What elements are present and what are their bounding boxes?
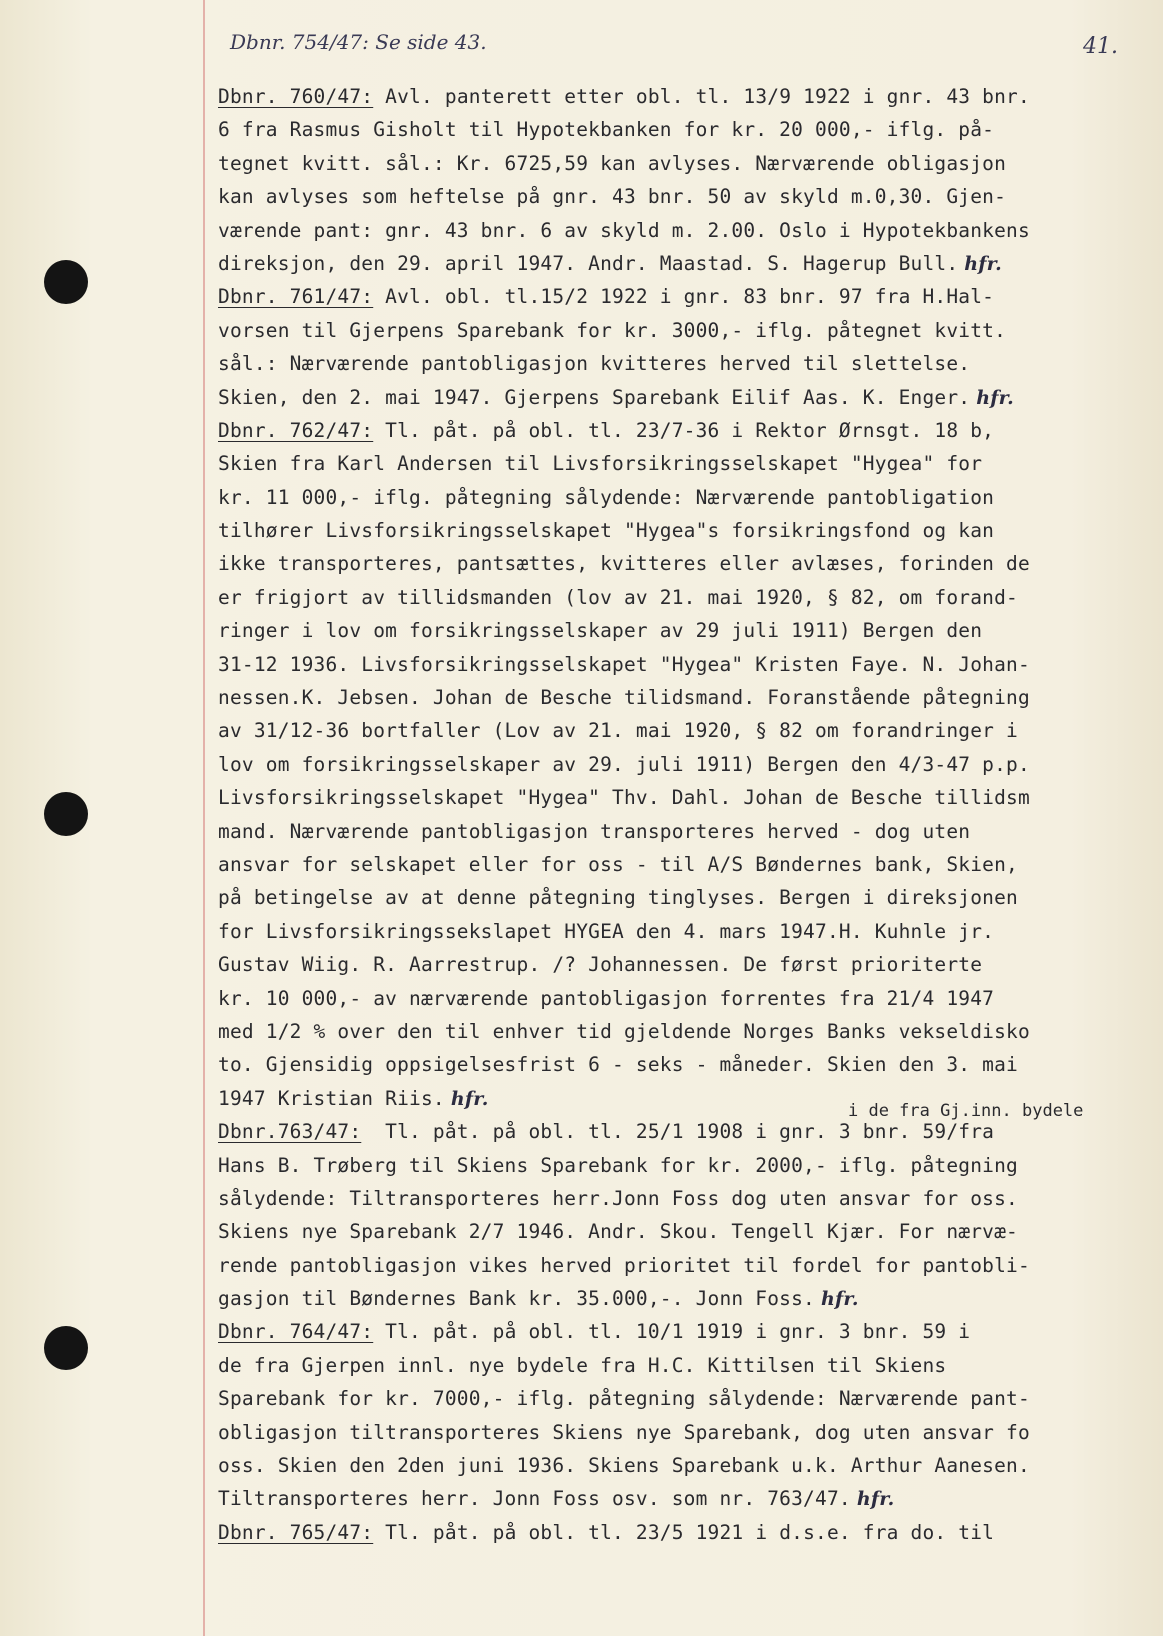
text-line	[218, 314, 1148, 347]
text-line	[218, 1082, 1148, 1115]
line-text: Hans B. Trøberg til Skiens Sparebank for kr. 2000,- iflg. påtegning	[218, 1153, 1018, 1177]
text-line	[218, 347, 1148, 380]
text-line	[218, 714, 1148, 747]
line-text: Avl. panterett etter obl. tl. 13/9 1922 i gnr. 43 bnr.	[373, 85, 1030, 108]
text-line	[218, 414, 1148, 447]
text-line	[218, 80, 1148, 113]
text-line	[218, 982, 1148, 1015]
text-line	[218, 1115, 1148, 1148]
line-text: rende pantobligasjon vikes herved prioritet til fordel for pantobli-	[218, 1253, 1030, 1277]
text-line	[218, 1315, 1148, 1348]
text-line	[218, 948, 1148, 981]
line-text: oss. Skien den 2den juni 1936. Skiens Sparebank u.k. Arthur Aanesen.	[218, 1454, 1030, 1478]
entry-reference: Dbnr. 760/47:	[218, 85, 374, 108]
line-text: to. Gjensidig oppsigelsesfrist 6 - seks - måneder. Skien den 3. mai	[218, 1053, 1018, 1077]
line-text: for Livsforsikringssekslapet HYGEA den 4. mars 1947.H. Kuhnle jr.	[218, 919, 995, 943]
text-line	[218, 447, 1148, 480]
line-text: Skien, den 2. mai 1947. Gjerpens Sparebank Eilif Aas. K. Enger.	[218, 385, 971, 409]
text-line	[218, 214, 1148, 247]
line-text: er frigjort av tillidsmanden (lov av 21. mai 1920, § 82, om forand-	[218, 585, 1018, 609]
text-line	[218, 547, 1148, 580]
text-line	[218, 1449, 1148, 1482]
entry-reference: Dbnr. 764/47:	[218, 1320, 374, 1344]
handwritten-header-note: Dbnr. 754/47: Se side 43.	[230, 30, 487, 54]
line-text: Gustav Wiig. R. Aarrestrup. /? Johannessen. De først prioriterte	[218, 953, 983, 977]
line-text: Skien fra Karl Andersen til Livsforsikringsselskapet "Hygea" for	[218, 452, 983, 476]
binder-hole-bottom	[44, 1326, 88, 1370]
line-text: ringer i lov om forsikringsselskaper av 29 juli 1911) Bergen den	[218, 619, 983, 643]
line-text: kr. 10 000,- av nærværende pantobligasjon forrentes fra 21/4 1947	[218, 986, 995, 1010]
text-line	[218, 1215, 1148, 1248]
text-line	[218, 1048, 1148, 1081]
line-text: Avl. obl. tl.15/2 1922 i gnr. 83 bnr. 97 fra H.Hal-	[373, 285, 995, 309]
text-line	[218, 881, 1148, 914]
handwritten-initials: hfr.	[964, 252, 1002, 275]
handwritten-initials: hfr.	[856, 1488, 895, 1511]
line-text: 1947 Kristian Riis.	[218, 1086, 445, 1110]
text-line	[218, 581, 1148, 614]
line-text: kan avlyses som heftelse på gnr. 43 bnr. 50 av skyld m.0,30. Gjen-	[218, 185, 1007, 209]
line-text: vorsen til Gjerpens Sparebank for kr. 3000,- iflg. påtegnet kvitt.	[218, 318, 1007, 342]
text-line	[218, 915, 1148, 948]
text-line	[218, 781, 1148, 814]
line-text: de fra Gjerpen innl. nye bydele fra H.C. Kittilsen til Skiens	[218, 1353, 947, 1377]
entry-reference: Dbnr. 761/47:	[218, 285, 374, 309]
line-text: Sparebank for kr. 7000,- iflg. påtegning sålydende: Nærværende pant-	[218, 1387, 1030, 1411]
text-line	[218, 1416, 1148, 1449]
line-text: værende pant: gnr. 43 bnr. 6 av skyld m. 2.00. Oslo i Hypotekbankens	[218, 218, 1030, 242]
line-text: av 31/12-36 bortfaller (Lov av 21. mai 1920, § 82 om forandringer i	[218, 719, 1018, 743]
entry-reference: Dbnr.763/47:	[218, 1120, 362, 1144]
entry-reference: Dbnr. 765/47:	[218, 1520, 374, 1544]
text-line	[218, 815, 1148, 848]
line-text: Tl. påt. på obl. tl. 25/1 1908 i gnr. 3 bnr. 59/fra	[361, 1120, 995, 1144]
interlinear-insert: i de fra Gj.inn. bydele	[848, 1101, 1084, 1121]
line-text: Tl. påt. på obl. tl. 23/7-36 i Rektor Ørnsgt. 18 b,	[373, 418, 995, 442]
line-text: Livsforsikringsselskapet "Hygea" Thv. Dahl. Johan de Besche tillidsm	[218, 786, 1030, 810]
text-line	[218, 1482, 1148, 1515]
binder-hole-top	[44, 260, 88, 304]
text-line	[218, 1516, 1148, 1549]
text-line	[218, 748, 1148, 781]
text-line	[218, 381, 1148, 414]
document-body	[218, 80, 1148, 1549]
line-text: Tl. påt. på obl. tl. 10/1 1919 i gnr. 3 bnr. 59 i	[373, 1320, 971, 1344]
text-line	[218, 1349, 1148, 1382]
text-line	[218, 1015, 1148, 1048]
line-text: Skiens nye Sparebank 2/7 1946. Andr. Skou. Tengell Kjær. For nærvæ-	[218, 1220, 1018, 1244]
entry-reference: Dbnr. 762/47:	[218, 418, 374, 442]
line-text: sål.: Nærværende pantobligasjon kvitteres herved til slettelse.	[218, 352, 971, 376]
line-text: tilhører Livsforsikringsselskapet "Hygea"s forsikringsfond og kan	[218, 519, 995, 543]
text-line	[218, 848, 1148, 881]
text-line	[218, 1182, 1148, 1215]
line-text: gasjon til Bøndernes Bank kr. 35.000,-. Jonn Foss.	[218, 1287, 815, 1311]
text-line	[218, 681, 1148, 714]
line-text: Tiltransporteres herr. Jonn Foss osv. som nr. 763/47.	[218, 1487, 851, 1511]
binder-hole-middle	[44, 792, 88, 836]
text-line	[218, 180, 1148, 213]
margin-rule	[203, 0, 205, 1636]
text-line	[218, 113, 1148, 146]
text-line	[218, 648, 1148, 681]
line-text: direksjon, den 29. april 1947. Andr. Maastad. S. Hagerup Bull.	[218, 251, 959, 275]
text-line	[218, 1382, 1148, 1415]
line-text: Tl. påt. på obl. tl. 23/5 1921 i d.s.e. fra do. til	[373, 1520, 995, 1544]
line-text: på betingelse av at denne påtegning tinglyses. Bergen i direksjonen	[218, 886, 1018, 910]
line-text: kr. 11 000,- iflg. påtegning sålydende: Nærværende pantobligation	[218, 485, 995, 509]
line-text: ikke transporteres, pantsættes, kvitteres eller avlæses, forinden de	[218, 552, 1030, 576]
text-line	[218, 280, 1148, 313]
line-text: ansvar for selskapet eller for oss - til A/S Bøndernes bank, Skien,	[218, 852, 1018, 876]
line-text: lov om forsikringsselskaper av 29. juli 1911) Bergen den 4/3-47 p.p.	[218, 752, 1030, 776]
line-text: 31-12 1936. Livsforsikringsselskapet "Hygea" Kristen Faye. N. Johan-	[218, 652, 1030, 676]
line-text: tegnet kvitt. sål.: Kr. 6725,59 kan avlyses. Nærværende obligasjon	[218, 151, 1007, 175]
text-line	[218, 1249, 1148, 1282]
text-line	[218, 247, 1148, 280]
text-line	[218, 481, 1148, 514]
text-line	[218, 614, 1148, 647]
line-text: sålydende: Tiltransporteres herr.Jonn Foss dog uten ansvar for oss.	[218, 1186, 1018, 1210]
line-text: med 1/2 % over den til enhver tid gjeldende Norges Banks vekseldisko	[218, 1019, 1030, 1043]
text-line	[218, 147, 1148, 180]
text-line	[218, 514, 1148, 547]
text-line	[218, 1282, 1148, 1315]
text-line	[218, 1149, 1148, 1182]
handwritten-initials: hfr.	[450, 1087, 489, 1110]
line-text: mand. Nærværende pantobligasjon transporteres herved - dog uten	[218, 819, 971, 843]
line-text: obligasjon tiltransporteres Skiens nye Sparebank, dog uten ansvar fo	[218, 1420, 1030, 1444]
page-number: 41.	[1083, 34, 1118, 59]
handwritten-initials: hfr.	[821, 1288, 859, 1311]
line-text: 6 fra Rasmus Gisholt til Hypotekbanken for kr. 20 000,- iflg. på-	[218, 118, 995, 142]
handwritten-initials: hfr.	[976, 386, 1014, 409]
line-text: nessen.K. Jebsen. Johan de Besche tilidsmand. Foranstående påtegning	[218, 686, 1030, 710]
